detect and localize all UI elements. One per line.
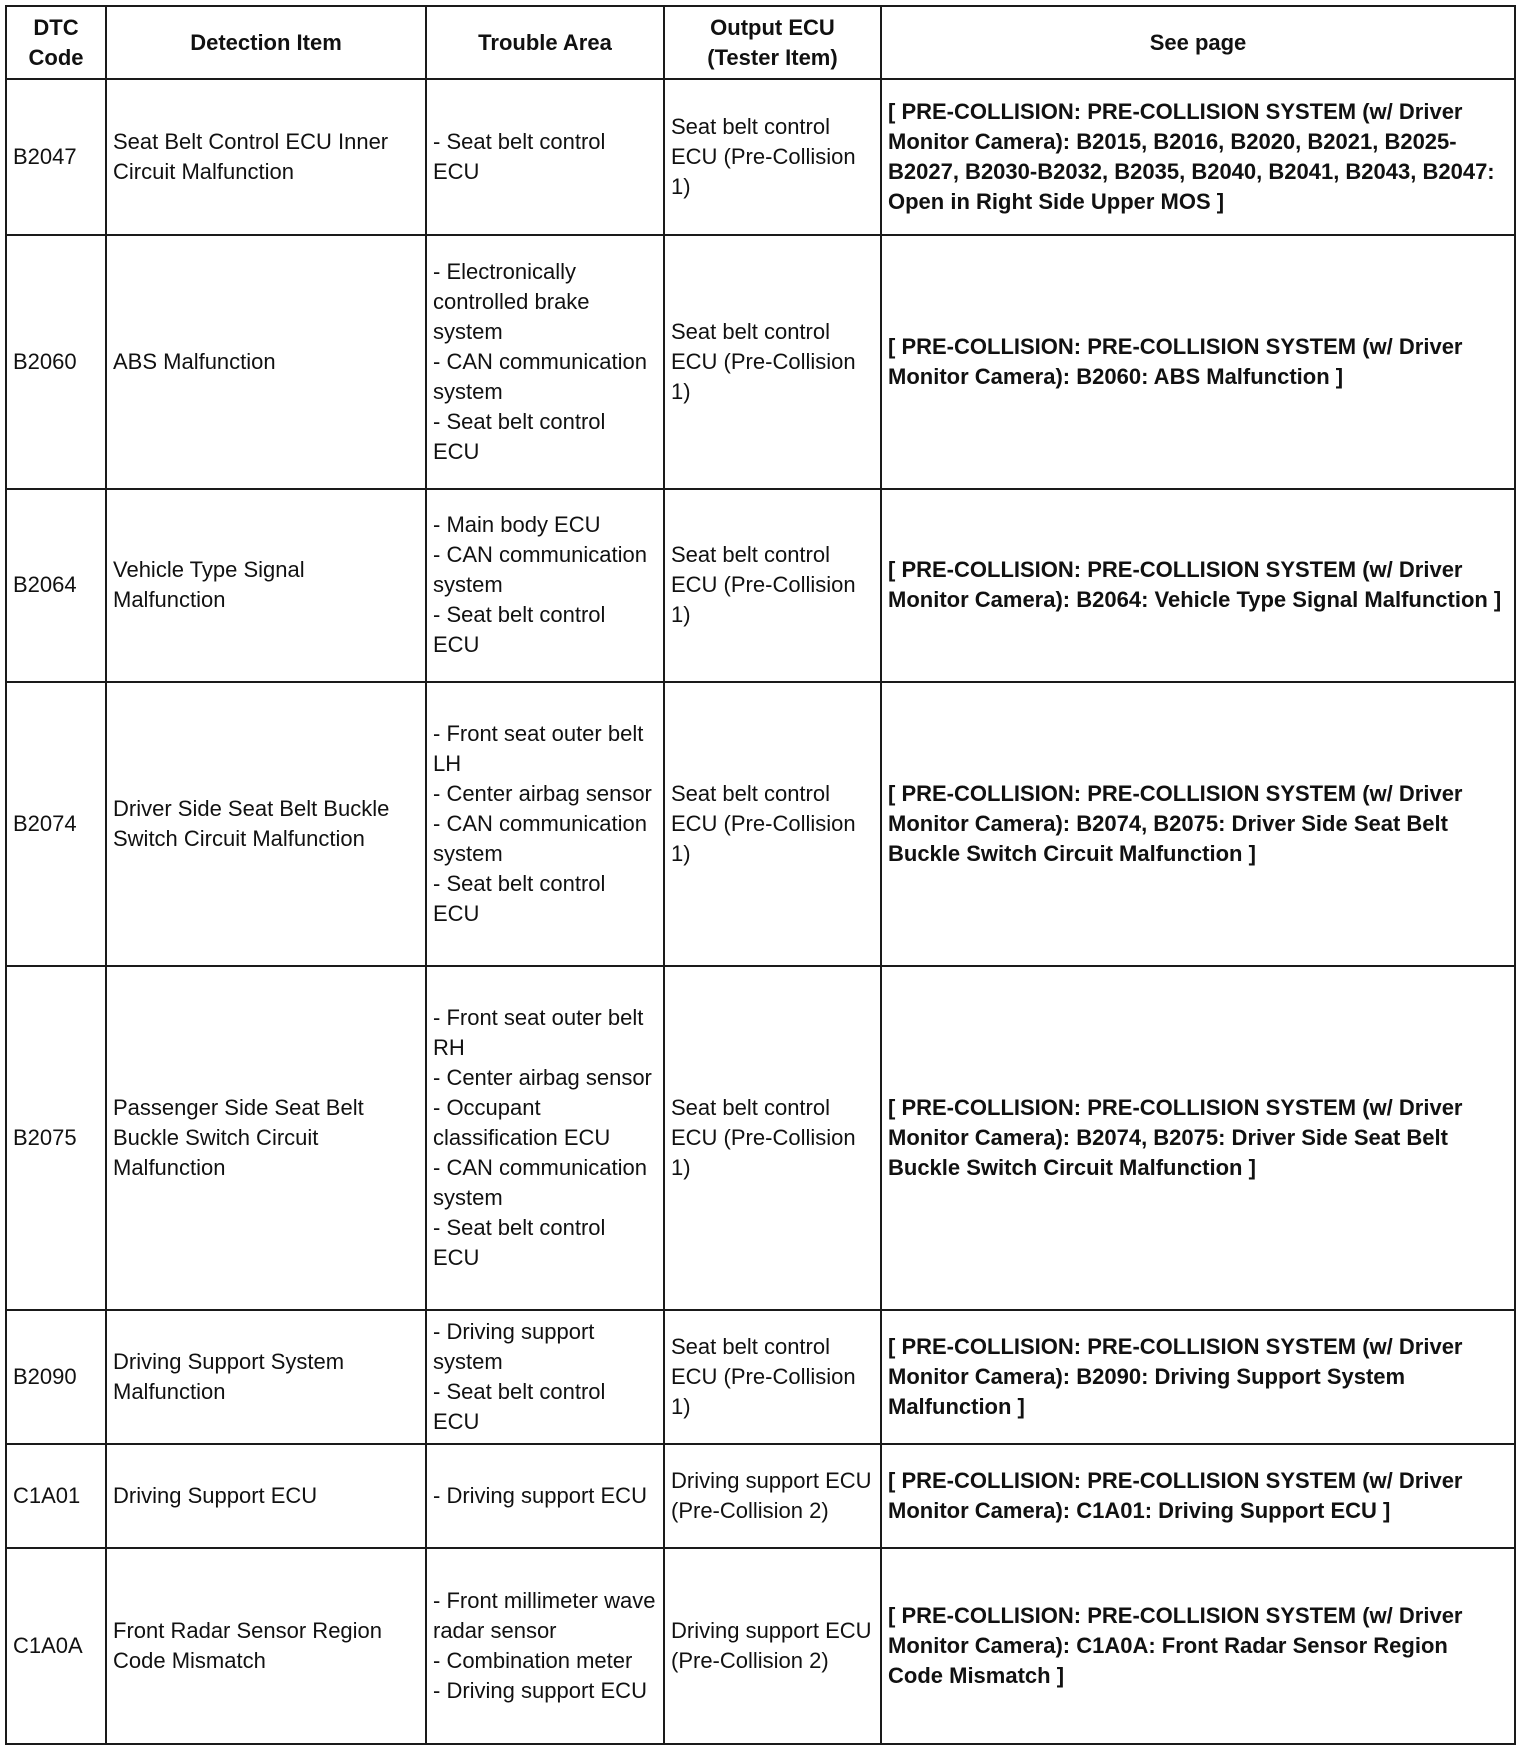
- trouble-area-item: - Seat belt control ECU: [433, 408, 606, 464]
- trouble-area-cell: [426, 1310, 664, 1444]
- table-row: [6, 79, 1515, 235]
- header-output-ecu: Output ECU (Tester Item): [664, 6, 881, 79]
- table-row: [6, 1548, 1515, 1744]
- table-row: [6, 1444, 1515, 1548]
- dtc-code-cell: B2075: [6, 966, 106, 1310]
- dtc-code-cell: B2090: [6, 1310, 106, 1444]
- output-ecu-cell: Driving support ECU (Pre-Collision 2): [664, 1548, 881, 1744]
- trouble-area-item: - Center airbag sensor: [433, 1064, 652, 1090]
- table-row: [6, 966, 1515, 1310]
- dtc-code-cell: B2047: [6, 79, 106, 235]
- trouble-area-item: - CAN communication system: [433, 810, 647, 866]
- output-ecu-cell: Driving support ECU (Pre-Collision 2): [664, 1444, 881, 1548]
- see-page-link[interactable]: [ PRE-COLLISION: PRE-COLLISION SYSTEM (w/ Driver Monitor Camera): B2015, B2016, B2020, B2021, B2025-B2027, B2030-B2032, B2035, B2040, B2041, B2043, B2047: Open in Right Side Upper MOS ]: [881, 79, 1515, 235]
- trouble-area-item: - Driving support ECU: [433, 1677, 647, 1703]
- trouble-area-cell: [426, 682, 664, 966]
- trouble-area-cell: [426, 966, 664, 1310]
- header-see-page: See page: [881, 6, 1515, 79]
- trouble-area-item: - Front seat outer belt LH: [433, 720, 644, 776]
- detection-item-cell: Driving Support ECU: [106, 1444, 426, 1548]
- dtc-code-cell: B2064: [6, 489, 106, 682]
- trouble-area-item: - Electronically controlled brake system: [433, 258, 590, 344]
- trouble-area-item: - Center airbag sensor: [433, 780, 652, 806]
- trouble-area-item: - Combination meter: [433, 1647, 633, 1673]
- dtc-code-cell: C1A0A: [6, 1548, 106, 1744]
- see-page-link[interactable]: [ PRE-COLLISION: PRE-COLLISION SYSTEM (w/ Driver Monitor Camera): B2090: Driving Support System Malfunction ]: [881, 1310, 1515, 1444]
- detection-item-cell: Passenger Side Seat Belt Buckle Switch Circuit Malfunction: [106, 966, 426, 1310]
- dtc-code-cell: C1A01: [6, 1444, 106, 1548]
- trouble-area-item: - CAN communication system: [433, 348, 647, 404]
- trouble-area-cell: [426, 489, 664, 682]
- detection-item-cell: ABS Malfunction: [106, 235, 426, 489]
- header-trouble-area: Trouble Area: [426, 6, 664, 79]
- detection-item-cell: Driver Side Seat Belt Buckle Switch Circuit Malfunction: [106, 682, 426, 966]
- detection-item-cell: Driving Support System Malfunction: [106, 1310, 426, 1444]
- trouble-area-cell: [426, 79, 664, 235]
- header-dtc-code: DTC Code: [6, 6, 106, 79]
- dtc-table: [5, 5, 1516, 1745]
- detection-item-cell: Front Radar Sensor Region Code Mismatch: [106, 1548, 426, 1744]
- see-page-link[interactable]: [ PRE-COLLISION: PRE-COLLISION SYSTEM (w/ Driver Monitor Camera): B2074, B2075: Driver Side Seat Belt Buckle Switch Circuit Malfunction ]: [881, 682, 1515, 966]
- table-row: [6, 682, 1515, 966]
- trouble-area-item: - Front millimeter wave radar sensor: [433, 1587, 656, 1643]
- see-page-link[interactable]: [ PRE-COLLISION: PRE-COLLISION SYSTEM (w/ Driver Monitor Camera): B2074, B2075: Driver Side Seat Belt Buckle Switch Circuit Malfunction ]: [881, 966, 1515, 1310]
- see-page-link[interactable]: [ PRE-COLLISION: PRE-COLLISION SYSTEM (w/ Driver Monitor Camera): B2064: Vehicle Type Signal Malfunction ]: [881, 489, 1515, 682]
- output-ecu-cell: Seat belt control ECU (Pre-Collision 1): [664, 682, 881, 966]
- output-ecu-cell: Seat belt control ECU (Pre-Collision 1): [664, 1310, 881, 1444]
- trouble-area-item: - Seat belt control ECU: [433, 870, 606, 926]
- dtc-code-cell: B2074: [6, 682, 106, 966]
- table-row: [6, 235, 1515, 489]
- trouble-area-item: - CAN communication system: [433, 1154, 647, 1210]
- trouble-area-item: - Seat belt control ECU: [433, 128, 606, 184]
- table-row: [6, 489, 1515, 682]
- see-page-link[interactable]: [ PRE-COLLISION: PRE-COLLISION SYSTEM (w/ Driver Monitor Camera): B2060: ABS Malfunction ]: [881, 235, 1515, 489]
- trouble-area-item: - Seat belt control ECU: [433, 1214, 606, 1270]
- trouble-area-item: - Driving support system: [433, 1318, 595, 1374]
- dtc-table-container: [5, 5, 1516, 1745]
- detection-item-cell: Seat Belt Control ECU Inner Circuit Malfunction: [106, 79, 426, 235]
- trouble-area-item: - Seat belt control ECU: [433, 602, 606, 657]
- see-page-link[interactable]: [ PRE-COLLISION: PRE-COLLISION SYSTEM (w/ Driver Monitor Camera): C1A0A: Front Radar Sensor Region Code Mismatch ]: [881, 1548, 1515, 1744]
- trouble-area-item: - CAN communication system: [433, 542, 647, 597]
- trouble-area-item: - Main body ECU: [433, 512, 601, 537]
- trouble-area-item: - Occupant classification ECU: [433, 1094, 611, 1150]
- header-detection-item: Detection Item: [106, 6, 426, 79]
- trouble-area-item: - Front seat outer belt RH: [433, 1004, 644, 1060]
- see-page-link[interactable]: [ PRE-COLLISION: PRE-COLLISION SYSTEM (w/ Driver Monitor Camera): C1A01: Driving Support ECU ]: [881, 1444, 1515, 1548]
- output-ecu-cell: Seat belt control ECU (Pre-Collision 1): [664, 235, 881, 489]
- table-row: [6, 1310, 1515, 1444]
- detection-item-cell: Vehicle Type Signal Malfunction: [106, 489, 426, 682]
- trouble-area-cell: [426, 235, 664, 489]
- trouble-area-item: - Driving support ECU: [433, 1482, 647, 1508]
- dtc-code-cell: B2060: [6, 235, 106, 489]
- trouble-area-cell: [426, 1444, 664, 1548]
- output-ecu-cell: Seat belt control ECU (Pre-Collision 1): [664, 489, 881, 682]
- output-ecu-cell: Seat belt control ECU (Pre-Collision 1): [664, 79, 881, 235]
- trouble-area-cell: [426, 1548, 664, 1744]
- header-row: [6, 6, 1515, 79]
- trouble-area-item: - Seat belt control ECU: [433, 1378, 606, 1434]
- output-ecu-cell: Seat belt control ECU (Pre-Collision 1): [664, 966, 881, 1310]
